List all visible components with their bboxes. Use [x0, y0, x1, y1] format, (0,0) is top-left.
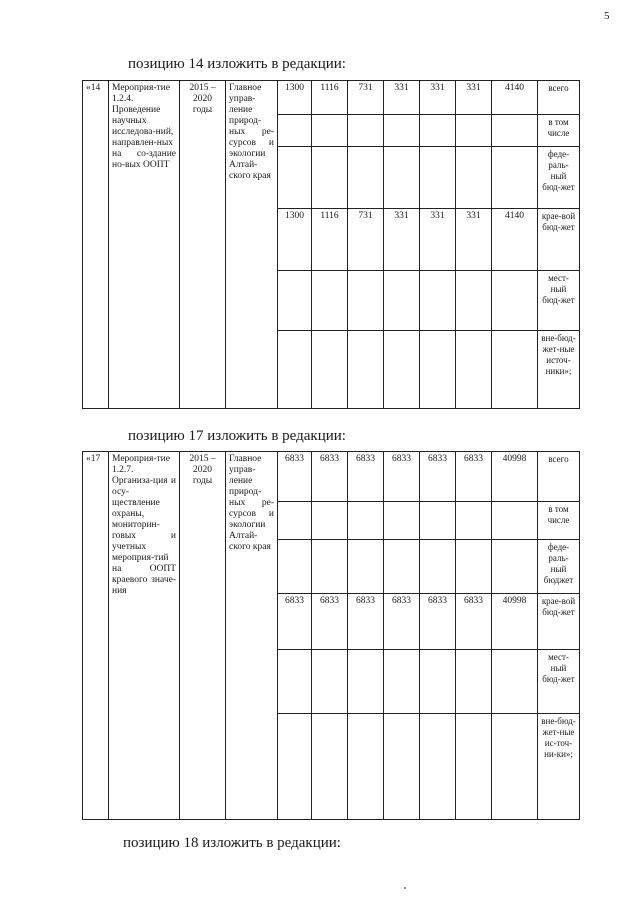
funding-value-cell — [348, 502, 384, 540]
funding-value-cell — [384, 147, 420, 209]
funding-value-cell: 6833 — [312, 594, 348, 650]
funding-value-cell — [384, 115, 420, 147]
funding-source-label: крае-вой бюд-жет — [538, 594, 580, 650]
funding-value-cell — [312, 271, 348, 331]
funding-value-cell: 331 — [384, 81, 420, 115]
funding-value-cell — [384, 271, 420, 331]
funding-value-cell — [278, 714, 312, 820]
funding-value-cell — [278, 540, 312, 594]
funding-value-cell: 6833 — [348, 594, 384, 650]
funding-value-cell: 6833 — [278, 452, 312, 502]
scan-speck — [404, 887, 406, 889]
funding-value-cell — [384, 331, 420, 409]
period-years: 2015 – 2020 годы — [180, 452, 226, 820]
funding-value-cell — [492, 540, 538, 594]
section-14-intro: позицию 14 изложить в редакции: — [128, 56, 346, 72]
funding-value-cell — [384, 714, 420, 820]
funding-source-label: в том числе — [538, 502, 580, 540]
funding-value-cell: 331 — [420, 81, 456, 115]
funding-source-label: мест-ный бюд-жет — [538, 650, 580, 714]
funding-value-cell — [278, 331, 312, 409]
funding-value-cell — [420, 115, 456, 147]
funding-value-cell — [312, 115, 348, 147]
funding-value-cell: 1300 — [278, 209, 312, 271]
table-row — [83, 81, 580, 115]
funding-value-cell: 4140 — [492, 81, 538, 115]
funding-source-label: крае-вой бюд-жет — [538, 209, 580, 271]
funding-value-cell: 4140 — [492, 209, 538, 271]
funding-value-cell: 1116 — [312, 209, 348, 271]
funding-value-cell — [348, 650, 384, 714]
funding-value-cell — [492, 331, 538, 409]
funding-value-cell: 331 — [456, 209, 492, 271]
funding-value-cell — [492, 115, 538, 147]
funding-source-label: феде-раль-ный бюджет — [538, 540, 580, 594]
funding-value-cell: 6833 — [348, 452, 384, 502]
funding-value-cell — [384, 502, 420, 540]
funding-value-cell — [456, 650, 492, 714]
funding-value-cell: 6833 — [456, 594, 492, 650]
funding-value-cell — [278, 650, 312, 714]
position-index: «17 — [83, 452, 109, 820]
funding-value-cell: 40998 — [492, 594, 538, 650]
funding-value-cell — [456, 714, 492, 820]
funding-value-cell — [420, 502, 456, 540]
funding-value-cell: 731 — [348, 81, 384, 115]
funding-value-cell: 331 — [384, 209, 420, 271]
funding-value-cell — [312, 540, 348, 594]
funding-value-cell — [348, 147, 384, 209]
funding-value-cell — [456, 331, 492, 409]
position-index: «14 — [83, 81, 109, 409]
measure-name: Мероприя-тие 1.2.7. Организа-ция и осу-ществление охраны, мониторин-говых и учетных мероприя-тий на ООПТ краевого значе-ния — [109, 452, 180, 820]
funding-value-cell — [420, 650, 456, 714]
funding-value-cell — [312, 502, 348, 540]
funding-value-cell — [492, 147, 538, 209]
funding-value-cell — [348, 714, 384, 820]
funding-value-cell — [348, 540, 384, 594]
funding-source-label: феде-раль-ный бюд-жет — [538, 147, 580, 209]
funding-value-cell — [312, 714, 348, 820]
funding-value-cell — [278, 502, 312, 540]
funding-value-cell — [312, 147, 348, 209]
funding-value-cell: 6833 — [384, 594, 420, 650]
funding-value-cell: 331 — [420, 209, 456, 271]
funding-value-cell — [312, 331, 348, 409]
funding-source-label: вне-бюд-жет-ные ис-точ-ни-ки»; — [538, 714, 580, 820]
funding-value-cell — [384, 650, 420, 714]
funding-value-cell — [384, 540, 420, 594]
funding-value-cell — [420, 331, 456, 409]
funding-value-cell — [278, 271, 312, 331]
funding-value-cell — [456, 271, 492, 331]
funding-value-cell: 6833 — [278, 594, 312, 650]
funding-value-cell — [456, 147, 492, 209]
section-18-intro: позицию 18 изложить в редакции: — [123, 835, 341, 851]
funding-value-cell: 731 — [348, 209, 384, 271]
funding-value-cell: 6833 — [420, 594, 456, 650]
funding-value-cell — [456, 502, 492, 540]
funding-value-cell — [492, 650, 538, 714]
executor-name: Главное управ-ление природ-ных ре-сурсов и экологии Алтай-ского края — [226, 81, 278, 409]
funding-value-cell — [348, 331, 384, 409]
funding-value-cell: 1116 — [312, 81, 348, 115]
funding-value-cell — [456, 115, 492, 147]
funding-value-cell — [348, 271, 384, 331]
funding-value-cell — [492, 271, 538, 331]
period-years: 2015 – 2020 годы — [180, 81, 226, 409]
funding-source-label: мест-ный бюд-жет — [538, 271, 580, 331]
funding-value-cell: 1300 — [278, 81, 312, 115]
page-number: 5 — [604, 10, 610, 22]
funding-source-label: вне-бюд-жет-ные источ-ники»; — [538, 331, 580, 409]
funding-value-cell — [348, 115, 384, 147]
funding-value-cell — [456, 540, 492, 594]
funding-source-label: в том числе — [538, 115, 580, 147]
funding-value-cell: 40998 — [492, 452, 538, 502]
section-17-intro: позицию 17 изложить в редакции: — [128, 428, 346, 444]
funding-value-cell: 6833 — [420, 452, 456, 502]
position-table — [82, 451, 580, 820]
funding-value-cell: 6833 — [456, 452, 492, 502]
funding-value-cell: 6833 — [384, 452, 420, 502]
executor-name: Главное управ-ление природ-ных ре-сурсов и экологии Алтай-ского края — [226, 452, 278, 820]
funding-value-cell — [492, 502, 538, 540]
funding-source-label: всего — [538, 452, 580, 502]
funding-source-label: всего — [538, 81, 580, 115]
funding-value-cell — [420, 714, 456, 820]
funding-value-cell — [420, 147, 456, 209]
funding-value-cell — [278, 115, 312, 147]
funding-value-cell — [312, 650, 348, 714]
funding-value-cell: 6833 — [312, 452, 348, 502]
funding-value-cell — [420, 271, 456, 331]
funding-value-cell: 331 — [456, 81, 492, 115]
funding-value-cell — [492, 714, 538, 820]
measure-name: Мероприя-тие 1.2.4. Проведение научных исследова-ний, направлен-ных на со-здание но-вых ООПТ — [109, 81, 180, 409]
table-row — [83, 452, 580, 502]
funding-value-cell — [420, 540, 456, 594]
funding-value-cell — [278, 147, 312, 209]
position-table — [82, 80, 580, 409]
